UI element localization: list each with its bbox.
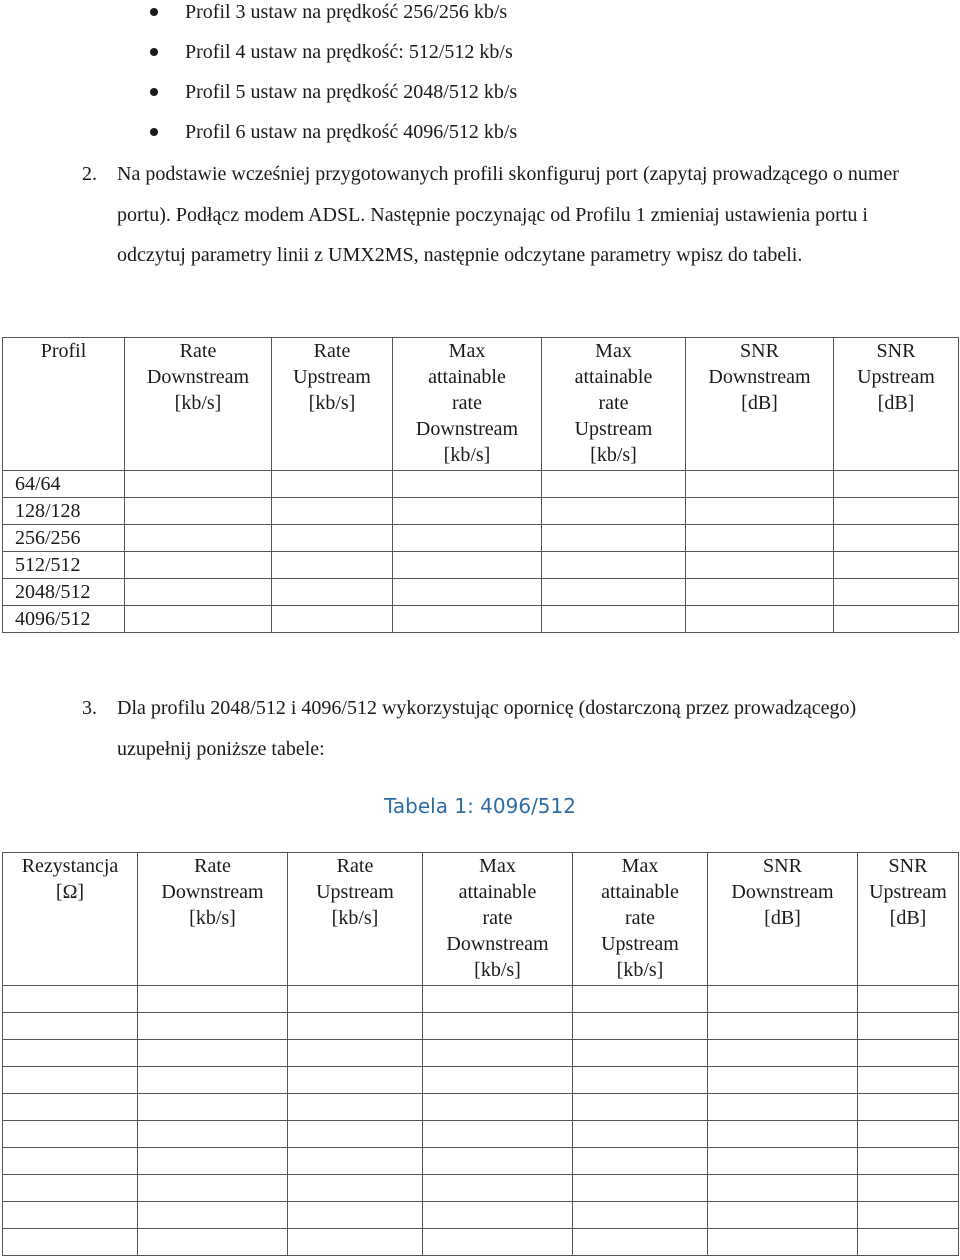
profile-cell: 512/512 <box>3 552 125 579</box>
table-row <box>3 525 959 552</box>
profile-cell: 128/128 <box>3 498 125 525</box>
table-cell[interactable] <box>125 471 272 498</box>
table-cell[interactable] <box>686 498 834 525</box>
table-cell[interactable] <box>288 1040 423 1067</box>
profile-cell: 64/64 <box>3 471 125 498</box>
table-row <box>3 1094 959 1121</box>
table-cell[interactable] <box>834 606 959 633</box>
table-cell[interactable] <box>708 1202 858 1229</box>
table-cell[interactable] <box>3 1121 138 1148</box>
profile-results-table <box>2 337 959 633</box>
table-cell[interactable] <box>542 552 686 579</box>
table-cell[interactable] <box>125 498 272 525</box>
table-row <box>3 1148 959 1175</box>
table-cell[interactable] <box>138 986 288 1013</box>
table-cell[interactable] <box>138 1094 288 1121</box>
table-cell[interactable] <box>573 1094 708 1121</box>
resistance-results-table <box>2 852 959 1256</box>
table-cell[interactable] <box>834 498 959 525</box>
table-cell[interactable] <box>708 1013 858 1040</box>
table-row <box>3 1202 959 1229</box>
table-cell[interactable] <box>858 1067 959 1094</box>
header-rate-downstream: Rate Downstream [kb/s] <box>138 853 288 986</box>
table-cell[interactable] <box>573 1175 708 1202</box>
table-cell[interactable] <box>288 1121 423 1148</box>
header-rate-upstream: Rate Upstream [kb/s] <box>272 338 393 471</box>
table-row <box>3 1013 959 1040</box>
table-body <box>3 986 959 1256</box>
table-cell[interactable] <box>834 552 959 579</box>
step-number: 2. <box>82 163 97 185</box>
header-max-attainable-upstream: Max attainable rate Upstream [kb/s] <box>573 853 708 986</box>
table-cell[interactable] <box>573 1202 708 1229</box>
header-profil: Profil <box>3 338 125 471</box>
table-cell[interactable] <box>858 1148 959 1175</box>
table-cell[interactable] <box>288 1148 423 1175</box>
table-cell[interactable] <box>138 1013 288 1040</box>
table-cell[interactable] <box>423 1067 573 1094</box>
table-cell[interactable] <box>708 1040 858 1067</box>
table-cell[interactable] <box>686 552 834 579</box>
table-cell[interactable] <box>288 1175 423 1202</box>
table-cell[interactable] <box>3 1148 138 1175</box>
table-cell[interactable] <box>138 1175 288 1202</box>
table-cell[interactable] <box>542 471 686 498</box>
table-cell[interactable] <box>708 986 858 1013</box>
table-row <box>3 579 959 606</box>
header-snr-downstream: SNR Downstream [dB] <box>708 853 858 986</box>
table-row <box>3 498 959 525</box>
table-cell[interactable] <box>138 1067 288 1094</box>
table-cell[interactable] <box>423 1121 573 1148</box>
table-cell[interactable] <box>3 1175 138 1202</box>
table-cell[interactable] <box>138 1040 288 1067</box>
table-cell[interactable] <box>573 986 708 1013</box>
table-cell[interactable] <box>858 1202 959 1229</box>
header-max-attainable-upstream: Max attainable rate Upstream [kb/s] <box>542 338 686 471</box>
table-cell[interactable] <box>423 1148 573 1175</box>
table-row <box>3 471 959 498</box>
table-cell[interactable] <box>858 1094 959 1121</box>
header-snr-upstream: SNR Upstream [dB] <box>858 853 959 986</box>
header-max-attainable-downstream: Max attainable rate Downstream [kb/s] <box>393 338 542 471</box>
table-cell[interactable] <box>3 1040 138 1067</box>
table-cell[interactable] <box>138 1202 288 1229</box>
table-cell[interactable] <box>708 1121 858 1148</box>
table-cell[interactable] <box>708 1229 858 1256</box>
table-cell[interactable] <box>573 1229 708 1256</box>
table-header-row <box>3 338 959 471</box>
step-text: Dla profilu 2048/512 i 4096/512 wykorzystując opornicę (dostarczoną przez prowadzącego) uzupełnij poniższe tabele: <box>117 697 857 760</box>
table-cell[interactable] <box>858 1013 959 1040</box>
table-row <box>3 1175 959 1202</box>
table-cell[interactable] <box>138 1121 288 1148</box>
table-cell[interactable] <box>708 1094 858 1121</box>
header-snr-upstream: SNR Upstream [dB] <box>834 338 959 471</box>
header-max-attainable-downstream: Max attainable rate Downstream [kb/s] <box>423 853 573 986</box>
table-cell[interactable] <box>686 471 834 498</box>
bullet-dot-icon <box>150 48 158 56</box>
header-rate-downstream: Rate Downstream [kb/s] <box>125 338 272 471</box>
table-cell[interactable] <box>834 579 959 606</box>
table-cell[interactable] <box>138 1148 288 1175</box>
table-cell[interactable] <box>138 1229 288 1256</box>
table-cell[interactable] <box>288 1202 423 1229</box>
table-cell[interactable] <box>393 525 542 552</box>
table-header-row <box>3 853 959 986</box>
table-cell[interactable] <box>423 1202 573 1229</box>
table-cell[interactable] <box>542 606 686 633</box>
table-cell[interactable] <box>858 1229 959 1256</box>
table-cell[interactable] <box>573 1067 708 1094</box>
table-cell[interactable] <box>708 1067 858 1094</box>
table-cell[interactable] <box>573 1121 708 1148</box>
table-cell[interactable] <box>3 1229 138 1256</box>
table-cell[interactable] <box>393 498 542 525</box>
table-cell[interactable] <box>288 1067 423 1094</box>
table-cell[interactable] <box>393 552 542 579</box>
table-cell[interactable] <box>272 525 393 552</box>
profile-cell: 256/256 <box>3 525 125 552</box>
table-row <box>3 1067 959 1094</box>
table-cell[interactable] <box>288 986 423 1013</box>
table-cell[interactable] <box>686 525 834 552</box>
header-rate-upstream: Rate Upstream [kb/s] <box>288 853 423 986</box>
table-row <box>3 1229 959 1256</box>
table-cell[interactable] <box>858 1121 959 1148</box>
table-cell[interactable] <box>125 606 272 633</box>
profile-cell: 2048/512 <box>3 579 125 606</box>
table-row <box>3 1121 959 1148</box>
table-cell[interactable] <box>858 986 959 1013</box>
table-cell[interactable] <box>3 1067 138 1094</box>
table-row <box>3 986 959 1013</box>
table-cell[interactable] <box>3 1013 138 1040</box>
table-cell[interactable] <box>125 525 272 552</box>
header-snr-downstream: SNR Downstream [dB] <box>686 338 834 471</box>
table-cell[interactable] <box>272 552 393 579</box>
table-cell[interactable] <box>423 1094 573 1121</box>
table-cell[interactable] <box>834 525 959 552</box>
table-cell[interactable] <box>288 1094 423 1121</box>
table-cell[interactable] <box>272 471 393 498</box>
table-cell[interactable] <box>573 1148 708 1175</box>
table-cell[interactable] <box>423 1229 573 1256</box>
table-cell[interactable] <box>3 986 138 1013</box>
table-cell[interactable] <box>125 579 272 606</box>
table-cell[interactable] <box>686 606 834 633</box>
step-text: Na podstawie wcześniej przygotowanych profili skonfiguruj port (zapytaj prowadzącego o numer portu). Podłącz modem ADSL. Następnie poczynając od Profilu 1 zmieniaj ustawienia portu i odczytuj parametry linii z UMX2MS, następnie odczytane parametry wpisz do tabeli. <box>117 163 899 266</box>
table-cell[interactable] <box>573 1013 708 1040</box>
bullet-dot-icon <box>150 8 158 16</box>
table-cell[interactable] <box>423 1175 573 1202</box>
table-row <box>3 552 959 579</box>
table-cell[interactable] <box>686 579 834 606</box>
table-cell[interactable] <box>3 1094 138 1121</box>
table-cell[interactable] <box>125 552 272 579</box>
profile-cell: 4096/512 <box>3 606 125 633</box>
table-cell[interactable] <box>542 525 686 552</box>
bullet-dot-icon <box>150 128 158 136</box>
table-cell[interactable] <box>542 498 686 525</box>
step-number: 3. <box>82 697 97 719</box>
table-caption: Tabela 1: 4096/512 <box>384 794 576 818</box>
table-cell[interactable] <box>423 1013 573 1040</box>
table-cell[interactable] <box>573 1040 708 1067</box>
table-cell[interactable] <box>288 1229 423 1256</box>
table-cell[interactable] <box>272 579 393 606</box>
table-cell[interactable] <box>393 471 542 498</box>
table-cell[interactable] <box>3 1202 138 1229</box>
table-row <box>3 606 959 633</box>
bullet-dot-icon <box>150 88 158 96</box>
header-rezystancja: Rezystancja [Ω] <box>3 853 138 986</box>
table-cell[interactable] <box>272 606 393 633</box>
table-cell[interactable] <box>858 1040 959 1067</box>
table-cell[interactable] <box>858 1175 959 1202</box>
table-cell[interactable] <box>423 986 573 1013</box>
table-cell[interactable] <box>393 606 542 633</box>
table-cell[interactable] <box>542 579 686 606</box>
table-cell[interactable] <box>272 498 393 525</box>
table-cell[interactable] <box>423 1040 573 1067</box>
table-row <box>3 1040 959 1067</box>
table-cell[interactable] <box>834 471 959 498</box>
table-cell[interactable] <box>708 1148 858 1175</box>
table-cell[interactable] <box>708 1175 858 1202</box>
table-cell[interactable] <box>393 579 542 606</box>
table-cell[interactable] <box>288 1013 423 1040</box>
